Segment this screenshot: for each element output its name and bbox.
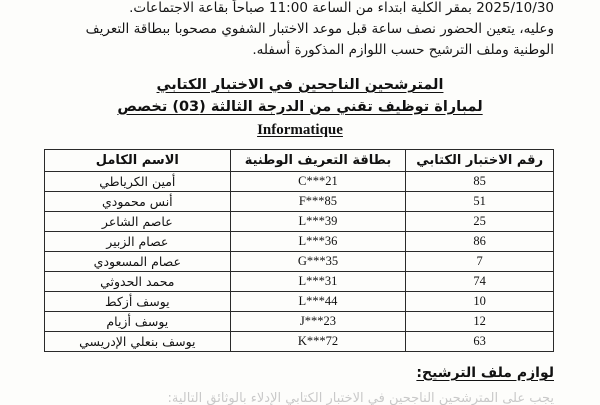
heading-line-1: المترشحين الناجحين في الاختبار الكتابي [156,76,444,93]
cell-cin: G***35 [230,251,406,271]
table-row [45,191,554,211]
cell-cin: K***72 [230,331,406,351]
column-header-cin: بطاقة التعريف الوطنية [230,149,406,171]
cell-name: عصام الزبير [45,231,231,251]
cell-cin: C***21 [230,171,406,191]
cell-cin: L***39 [230,211,406,231]
intro-paragraph-2: وعليه، يتعين الحضور نصف ساعة قبل موعد الاختبار الشفوي مصحوبا ببطاقة التعريف الوطنية وملف الترشيح حسب اللوازم المذكورة أسفله. [85,20,554,58]
cell-score: 74 [406,271,554,291]
table-row [45,311,554,331]
headings-block [46,75,554,142]
cell-name: يوسف أزكط [45,291,231,311]
footer-faded-text: يجب على المترشحين الناجحين في الاختبار الكتابي الإدلاء بالوثائق التالية: [167,390,554,405]
column-header-name: الاسم الكامل [45,149,231,171]
cell-score: 10 [406,291,554,311]
cell-name: عاصم الشاعر [45,211,231,231]
cell-cin: L***44 [230,291,406,311]
cell-score: 51 [406,191,554,211]
heading-specialty: Informatique [257,122,343,139]
cell-score: 7 [406,251,554,271]
cell-score: 12 [406,311,554,331]
cell-name: يوسف بنعلي الإدريسي [45,331,231,351]
cell-score: 63 [406,331,554,351]
cell-cin: L***36 [230,231,406,251]
cell-name: أنس محمودي [45,191,231,211]
cell-cin: F***85 [230,191,406,211]
cell-cin: J***23 [230,311,406,331]
cell-cin: L***31 [230,271,406,291]
table-row [45,251,554,271]
cell-name: يوسف أزيام [45,311,231,331]
table-header-row [45,149,554,171]
cell-name: عصام المسعودي [45,251,231,271]
cell-name: أمين الكرياطي [45,171,231,191]
table-row [45,171,554,191]
cell-score: 85 [406,171,554,191]
column-header-score: رقم الاختبار الكتابي [406,149,554,171]
heading-line-2: لمباراة توظيف تقني من الدرجة الثالثة (03) تخصص [117,98,483,115]
table-row [45,331,554,351]
cell-name: محمد الحدوثي [45,271,231,291]
cell-score: 86 [406,231,554,251]
results-table [44,149,554,352]
table-row [45,291,554,311]
cell-score: 25 [406,211,554,231]
table-row [45,211,554,231]
footer-section-title: لوازم ملف الترشيح: [416,364,554,381]
intro-paragraph-1: 2025/10/30 بمقر الكلية ابتداء من الساعة 11:00 صباحاً بقاعة الاجتماعات. [129,0,554,16]
results-table-body [45,171,554,351]
table-row [45,231,554,251]
table-row [45,271,554,291]
